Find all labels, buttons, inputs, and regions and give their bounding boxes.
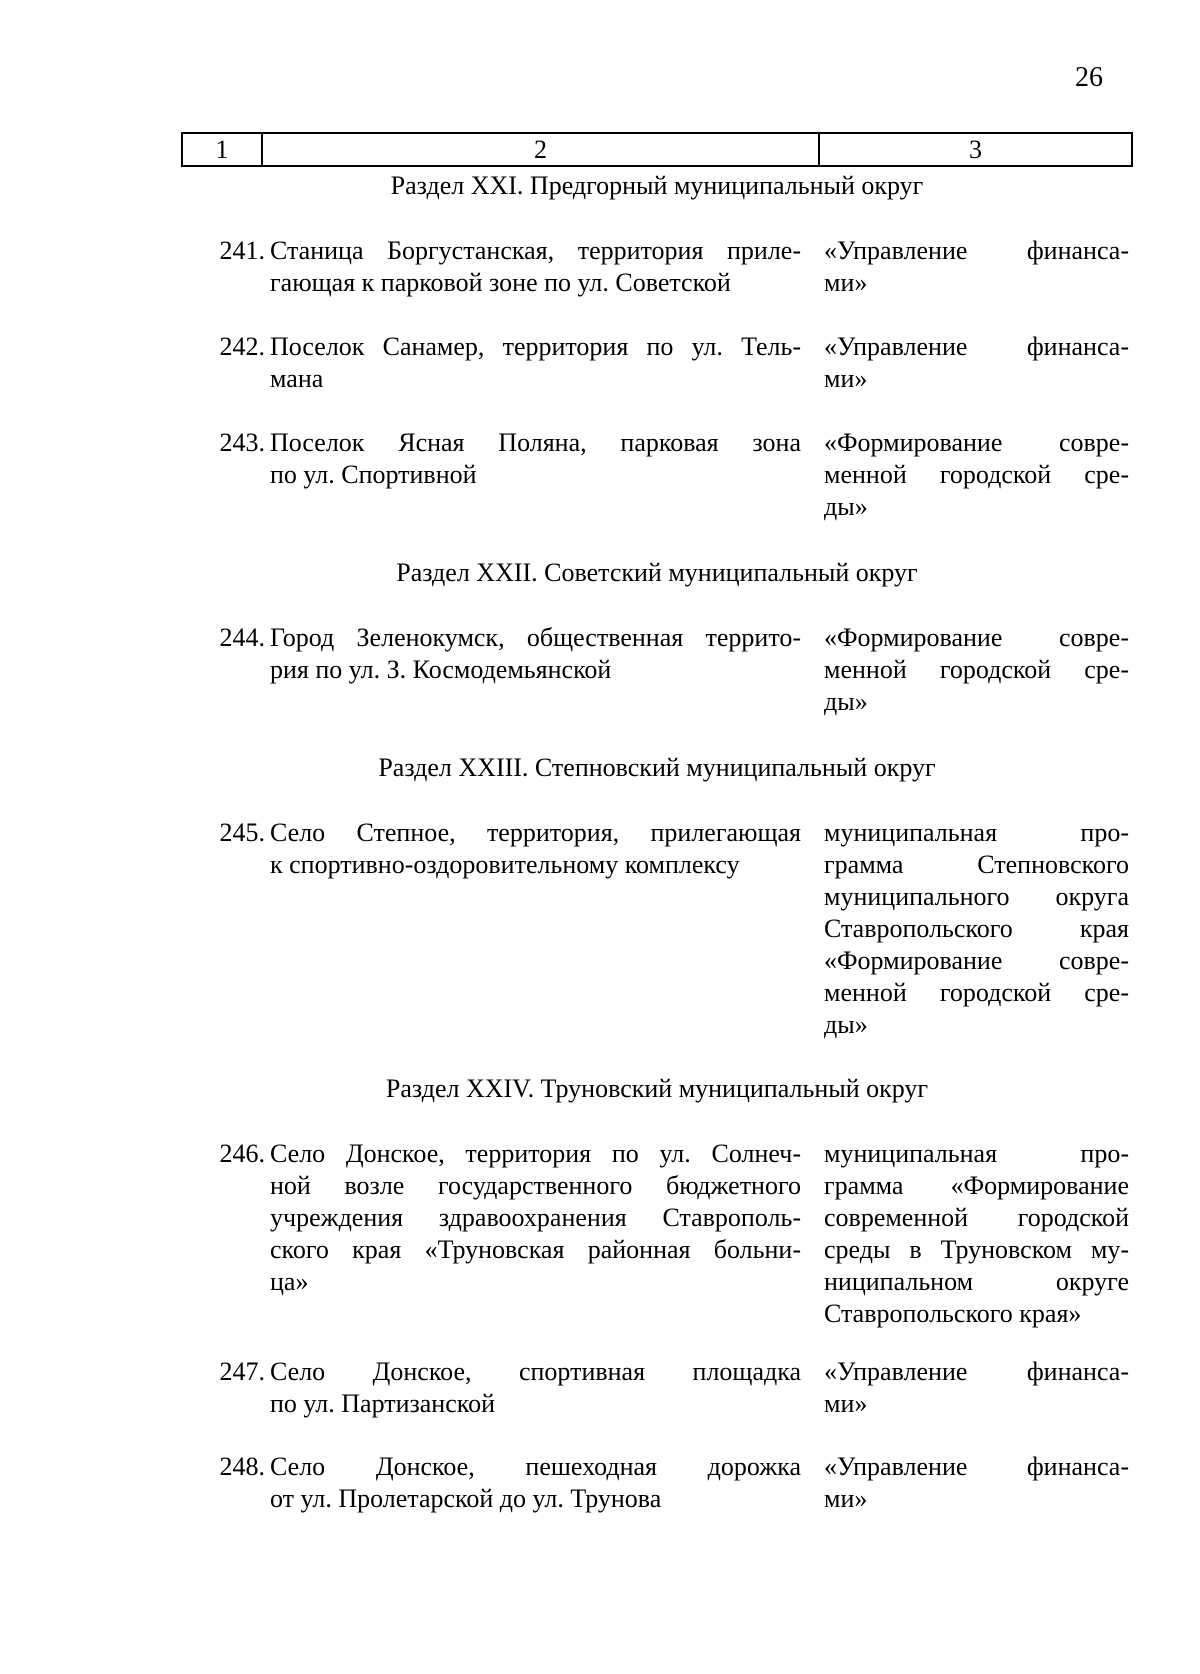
program-line: менной городской сре- xyxy=(824,978,1129,1007)
description-line: ной возле государственного бюджетного xyxy=(270,1171,801,1200)
row-number: 241. xyxy=(219,236,265,265)
row-description xyxy=(270,331,801,395)
description-line: по ул. Спортивной xyxy=(270,460,477,489)
row-program xyxy=(824,1356,1129,1420)
row-number: 243. xyxy=(219,428,265,457)
program-line: среды в Труновском му- xyxy=(824,1235,1129,1264)
program-line: «Формирование совре- xyxy=(824,623,1129,652)
row-description xyxy=(270,235,801,299)
row-number: 244. xyxy=(219,623,265,652)
description-line: Село Степное, территория, прилегающая xyxy=(270,818,801,847)
section-title-xxiv: Раздел XXIV. Труновский муниципальный округ xyxy=(385,1074,929,1103)
program-line: менной городской сре- xyxy=(824,655,1129,684)
description-line: ского края «Труновская районная больни- xyxy=(270,1235,801,1264)
section-title-xxi: Раздел XXI. Предгорный муниципальный округ xyxy=(390,171,924,200)
program-line: «Управление финанса- xyxy=(824,236,1129,265)
section-title-xxiii: Раздел XXIII. Степновский муниципальный округ xyxy=(378,753,936,782)
description-line: от ул. Пролетарской до ул. Трунова xyxy=(270,1484,662,1513)
section-title-xxii: Раздел XXII. Советский муниципальный округ xyxy=(396,558,918,587)
program-line: «Формирование совре- xyxy=(824,946,1129,975)
row-program xyxy=(824,427,1129,523)
program-line: «Управление финанса- xyxy=(824,1452,1129,1481)
description-line: Село Донское, пешеходная дорожка xyxy=(270,1452,801,1481)
row-number: 245. xyxy=(219,818,265,847)
description-line: учреждения здравоохранения Ставрополь- xyxy=(270,1203,801,1232)
row-description xyxy=(270,1451,801,1515)
row-number: 247. xyxy=(219,1357,265,1386)
program-line: грамма «Формирование xyxy=(824,1171,1129,1200)
page-number: 26 xyxy=(1075,62,1103,93)
program-line: ды» xyxy=(824,492,868,521)
column-header-1: 1 xyxy=(183,134,263,165)
description-line: Поселок Санамер, территория по ул. Тель- xyxy=(270,332,801,361)
row-program xyxy=(824,1138,1129,1330)
column-header-row xyxy=(181,132,1133,167)
program-line: Ставропольского края» xyxy=(824,1299,1082,1328)
description-line: Село Донское, спортивная площадка xyxy=(270,1357,801,1386)
program-line: «Формирование совре- xyxy=(824,428,1129,457)
description-line: гающая к парковой зоне по ул. Советской xyxy=(270,268,731,297)
row-program xyxy=(824,622,1129,718)
program-line: муниципального округа xyxy=(824,882,1129,911)
row-number: 246. xyxy=(219,1139,265,1168)
row-program xyxy=(824,817,1129,1041)
row-description xyxy=(270,817,801,881)
program-line: современной городской xyxy=(824,1203,1129,1232)
row-number: 248. xyxy=(219,1452,265,1481)
program-line: муниципальная про- xyxy=(824,1139,1129,1168)
program-line: ниципальном округе xyxy=(824,1267,1129,1296)
program-line: ми» xyxy=(824,364,868,393)
program-line: ды» xyxy=(824,1010,868,1039)
row-description xyxy=(270,1356,801,1420)
column-header-2: 2 xyxy=(263,134,820,165)
description-line: по ул. Партизанской xyxy=(270,1389,495,1418)
row-program xyxy=(824,331,1129,395)
row-program xyxy=(824,1451,1129,1515)
program-line: менной городской сре- xyxy=(824,460,1129,489)
description-line: Станица Боргустанская, территория приле- xyxy=(270,236,801,265)
row-program xyxy=(824,235,1129,299)
column-header-3: 3 xyxy=(969,134,982,164)
program-line: «Управление финанса- xyxy=(824,1357,1129,1386)
program-line: Ставропольского края xyxy=(824,914,1129,943)
description-line: к спортивно-оздоровительному комплексу xyxy=(270,850,740,879)
description-line: Город Зеленокумск, общественная террито- xyxy=(270,623,801,652)
row-description xyxy=(270,622,801,686)
description-line: мана xyxy=(270,364,324,393)
description-line: ца» xyxy=(270,1267,309,1296)
description-line: Поселок Ясная Поляна, парковая зона xyxy=(270,428,801,457)
program-line: «Управление финанса- xyxy=(824,332,1129,361)
description-line: рия по ул. З. Космодемьянской xyxy=(270,655,612,684)
description-line: Село Донское, территория по ул. Солнеч- xyxy=(270,1139,801,1168)
row-description xyxy=(270,1138,801,1298)
program-line: грамма Степновского xyxy=(824,850,1129,879)
program-line: муниципальная про- xyxy=(824,818,1129,847)
row-number: 242. xyxy=(219,332,265,361)
program-line: ды» xyxy=(824,687,868,716)
program-line: ми» xyxy=(824,1484,868,1513)
program-line: ми» xyxy=(824,268,868,297)
row-description xyxy=(270,427,801,491)
program-line: ми» xyxy=(824,1389,868,1418)
